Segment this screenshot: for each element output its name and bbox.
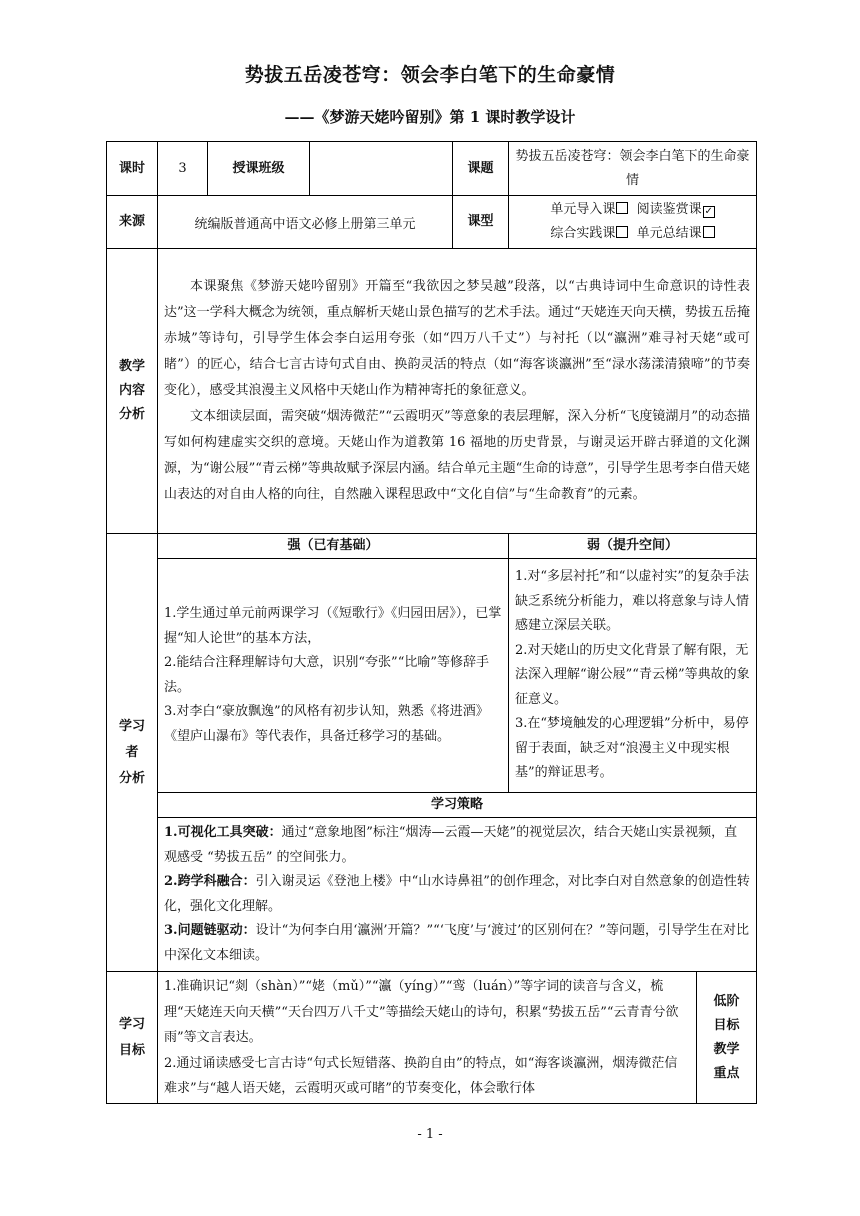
- strategy-header: 学习策略: [158, 793, 757, 818]
- goal-level-label: 低阶 目标 教学 重点: [697, 972, 757, 1104]
- content-analysis-text: [158, 249, 757, 534]
- row-content-analysis: [107, 249, 757, 534]
- row-learner-details: [107, 559, 757, 793]
- class-value: [310, 142, 453, 196]
- row-strategy-header: [107, 793, 757, 818]
- source-label: 来源: [107, 196, 158, 249]
- learner-analysis-label: 学习 者 分析: [107, 534, 158, 972]
- row-source: [107, 196, 757, 249]
- period-label: 课时: [107, 142, 158, 196]
- strategy-list: [158, 818, 757, 972]
- goal-item: 2.通过诵读感受七言古诗“句式长短错落、换韵自由”的特点，如“海客谈瀛洲，烟涛微茫信难求”与“越人语天姥，云霞明灭或可睹”的节奏变化，体会歌行体: [164, 1055, 678, 1096]
- checkbox-2[interactable]: [616, 226, 628, 238]
- source-value: 统编版普通高中语文必修上册第三单元: [158, 196, 453, 249]
- row-strategies: [107, 818, 757, 972]
- topic-label: 课题: [453, 142, 509, 196]
- period-value: 3: [158, 142, 208, 196]
- lesson-type-options: [509, 196, 757, 249]
- type-option-0: 单元导入课: [550, 202, 628, 217]
- checkbox-3[interactable]: [703, 226, 715, 238]
- row-basic-info: [107, 142, 757, 196]
- strong-item: 3.对李白“豪放飘逸”的风格有初步认知，熟悉《将进酒》《望庐山瀑布》等代表作，具备迁移学习的基础。: [164, 704, 489, 744]
- topic-value: 势拔五岳凌苍穹：领会李白笔下的生命豪情: [509, 142, 757, 196]
- goal-item: 1.准确识记“剡（shàn）”“姥（mǔ）”“瀛（yíng）”“鸾（luán）”等字词的读音与含义，梳理“天姥连天向天横”“天台四万八千丈”等描绘天姥山的诗句，积累“势拔五岳”“云青青兮欲雨”等文言表达。: [164, 979, 679, 1045]
- document-title: 势拔五岳凌苍穹：领会李白笔下的生命豪情: [244, 64, 616, 86]
- weak-item: 2.对天姥山的历史文化背景了解有限，无法深入理解“谢公屐”“青云梯”等典故的象征意义。: [515, 642, 750, 707]
- type-option-1: 阅读鉴赏课 ✓: [636, 202, 713, 217]
- type-option-2: 综合实践课: [550, 226, 628, 241]
- weak-item: 1.对“多层衬托”和“以虚衬实”的复杂手法缺乏系统分析能力，难以将意象与诗人情感建立深层关联。: [515, 569, 750, 634]
- type-option-3: 单元总结课: [637, 226, 715, 241]
- weak-item: 3.在“梦境触发的心理逻辑”分析中，易停留于表面，缺乏对“浪漫主义中现实根基”的辩证思考。: [515, 716, 749, 781]
- strong-list: [158, 559, 509, 793]
- weak-header: 弱（提升空间）: [509, 534, 757, 559]
- row-learner-headers: [107, 534, 757, 559]
- strategy-item: 1.可视化工具突破：通过“意象地图”标注“烟涛—云霞—天姥”的视觉层次，结合天姥山实景视频，直观感受 “势拔五岳” 的空间张力。: [164, 825, 738, 865]
- document-subtitle: ——《梦游天姥吟留别》第 1 课时教学设计: [284, 108, 576, 126]
- lesson-plan-table: [106, 141, 757, 1104]
- strong-header: 强（已有基础）: [158, 534, 509, 559]
- content-paragraph-1: 本课聚焦《梦游天姥吟留别》开篇至“我欲因之梦吴越”段落，以“古典诗词中生命意识的诗性表达”这一学科大概念为统领，重点解析天姥山景色描写的艺术手法。通过“天姥连天向天横，势拔五岳掩赤城”等诗句，引导学生体会李白运用夸张（如“四万八千丈”）与衬托（以“瀛洲”难寻衬天姥“或可睹”）的匠心，结合七言古诗句式自由、换韵灵活的特点（如“海客谈瀛洲”至“渌水荡漾清猿啼”的节奏变化），感受其浪漫主义风格中天姥山作为精神寄托的象征意义。: [164, 279, 750, 398]
- strategy-item: 2.跨学科融合：引入谢灵运《登池上楼》中“山水诗鼻祖”的创作理念，对比李白对自然意象的创造性转化，强化文化理解。: [164, 874, 750, 914]
- content-analysis-label: 教学 内容 分析: [107, 249, 158, 534]
- learning-goals-label: 学习 目标: [107, 972, 158, 1104]
- content-paragraph-2: 文本细读层面，需突破“烟涛微茫”“云霞明灭”等意象的表层理解，深入分析“飞度镜湖月”的动态描写如何构建虚实交织的意境。天姥山作为道教第 16 福地的历史背景，与谢灵运开辟古驿道的文化渊源，为“谢公屐”“青云梯”等典故赋予深层内涵。结合单元主题“生命的诗意”，引导学生思考李白借天姥山表达的对自由人格的向往，自然融入课程思政中“文化自信”与“生命教育”的元素。: [164, 409, 750, 502]
- learning-goals-text: [158, 972, 697, 1104]
- page-number: - 1 -: [417, 1127, 443, 1142]
- strategy-item: 3.问题链驱动：设计“为何李白用‘瀛洲’开篇？”“‘飞度’与‘渡过’的区别何在？”等问题，引导学生在对比中深化文本细读。: [164, 923, 749, 963]
- weak-list: [509, 559, 757, 793]
- strong-item: 2.能结合注释理解诗句大意，识别“夸张”“比喻”等修辞手法。: [164, 655, 489, 695]
- class-label: 授课班级: [208, 142, 310, 196]
- checkbox-0[interactable]: [616, 202, 628, 214]
- strong-item: 1.学生通过单元前两课学习（《短歌行》《归园田居》），已掌握“知人论世”的基本方法，: [164, 606, 502, 646]
- row-learning-goals: [107, 972, 757, 1104]
- type-label: 课型: [453, 196, 509, 249]
- checkbox-1[interactable]: ✓: [704, 206, 713, 217]
